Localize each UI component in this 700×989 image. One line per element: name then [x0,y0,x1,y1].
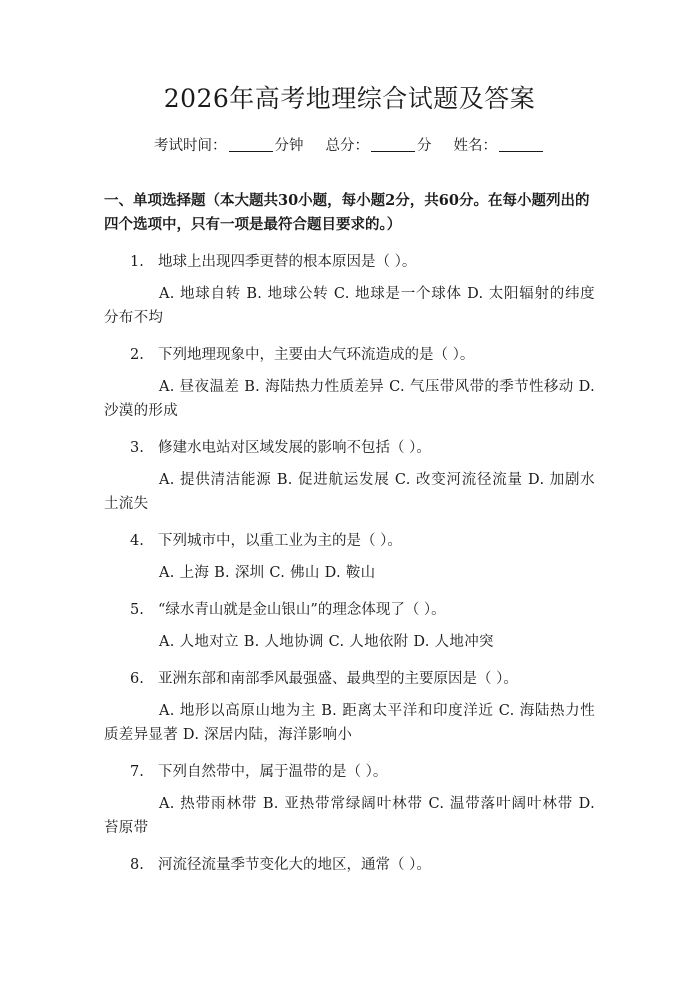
question-text: 下列城市中，以重工业为主的是（ ）。 [158,533,402,549]
question-text: 下列地理现象中，主要由大气环流造成的是（ ）。 [158,347,475,363]
question-stem [104,853,595,877]
time-blank [229,151,273,152]
question-item [104,250,595,330]
question-item [104,529,595,585]
question-options: A. 提供清洁能源 B. 促进航运发展 C. 改变河流径流量 D. 加剧水土流失 [104,472,595,512]
question-stem [104,667,595,691]
question-options: A. 地形以高原山地为主 B. 距离太平洋和印度洋近 C. 海陆热力性质差异显著 D. 深居内陆，海洋影响小 [104,703,595,743]
score-label: 总分： [325,138,369,154]
question-stem [104,436,595,460]
question-number: 3. [130,440,144,456]
question-text: 修建水电站对区域发展的影响不包括（ ）。 [158,440,431,456]
question-options: A. 昼夜温差 B. 海陆热力性质差异 C. 气压带风带的季节性移动 D. 沙漠的形成 [104,379,595,419]
section-heading: 一、单项选择题（本大题共30小题，每小题2分，共60分。在每小题列出的四个选项中，只有一项是最符合题目要求的。） [104,192,590,233]
question-text: 亚洲东部和南部季风最强盛、最典型的主要原因是（ ）。 [158,671,518,687]
time-label: 考试时间： [154,138,227,154]
question-stem [104,250,595,274]
name-blank [499,151,543,152]
question-stem [104,343,595,367]
question-item [104,343,595,423]
question-stem [104,529,595,553]
time-unit: 分钟 [274,138,304,154]
question-item [104,436,595,516]
question-number: 4. [130,533,144,549]
question-stem [104,598,595,622]
name-label: 姓名： [453,138,497,154]
question-stem [104,760,595,784]
question-item [104,760,595,840]
question-number: 6. [130,671,144,687]
question-text: 下列自然带中，属于温带的是（ ）。 [158,764,388,780]
question-item [104,598,595,654]
score-blank [371,151,415,152]
question-text: “绿水青山就是金山银山”的理念体现了（ ）。 [158,602,446,618]
question-text: 地球上出现四季更替的根本原因是（ ）。 [158,254,417,270]
question-options: A. 地球自转 B. 地球公转 C. 地球是一个球体 D. 太阳辐射的纬度分布不均 [104,286,595,326]
exam-title: 2026年高考地理综合试题及答案 [163,84,536,113]
question-options: A. 上海 B. 深圳 C. 佛山 D. 鞍山 [159,565,376,581]
question-number: 5. [130,602,144,618]
question-number: 1. [130,254,144,270]
score-unit: 分 [417,138,432,154]
question-options: A. 热带雨林带 B. 亚热带常绿阔叶林带 C. 温带落叶阔叶林带 D. 苔原带 [104,796,595,836]
exam-info-line [104,136,595,156]
question-number: 8. [130,857,144,873]
question-item [104,853,595,877]
question-number: 2. [130,347,144,363]
question-text: 河流径流量季节变化大的地区，通常（ ）。 [158,857,431,873]
question-number: 7. [130,764,144,780]
question-options: A. 人地对立 B. 人地协调 C. 人地依附 D. 人地冲突 [159,634,494,650]
question-item [104,667,595,747]
exam-page [0,84,700,989]
